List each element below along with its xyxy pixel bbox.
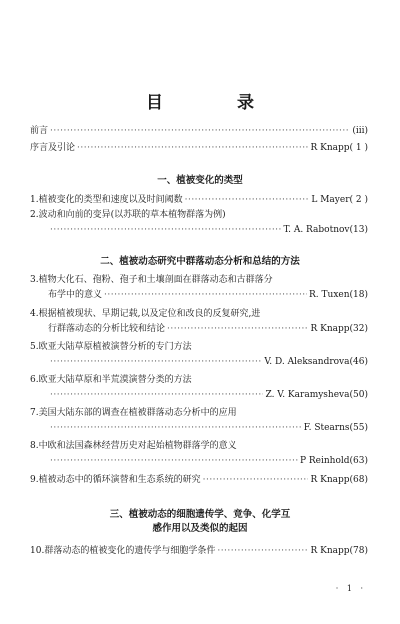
toc-entry[interactable] [30,405,368,419]
section-heading: 二、植被动态研究中群落动态分析和总结的方法 [100,256,300,267]
entry-page: (iii) [352,126,368,136]
entry-author: F. Stearns [303,423,350,433]
toc-entry-continued[interactable] [48,287,368,301]
leader-dots [50,357,262,368]
page-title: 目 录 [146,93,288,113]
leader-dots [217,546,308,557]
entry-title: 序言及引论 [30,143,76,153]
entry-title: 10.群落动态的植被变化的遗传学与细胞学条件 [30,546,216,556]
entry-page: (18) [349,290,368,300]
entry-title: 8.中欧和法国森林经营历史对起始植物群落学的意义 [30,441,237,451]
leader-dots [50,456,298,467]
section-heading: 三、植被动态的细胞遗传学、竞争、化学互 [109,509,291,520]
toc-entry[interactable] [30,306,368,320]
entry-title: 前言 [30,126,49,136]
entry-author: Z. V. Karamysheva [265,390,350,400]
toc-entry[interactable] [30,192,368,206]
entry-title: 4.根据植被现状、早期记载,以及定位和改良的反复研究,进 [30,309,261,319]
entry-page: (78) [349,546,368,556]
toc-entry[interactable] [30,472,368,486]
entry-title: 5.欧亚大陆草原植被演替分析的专门方法 [30,342,192,352]
leader-dots [77,143,308,154]
entry-author: R Knapp [310,143,350,153]
entry-page: (32) [349,324,368,334]
leader-dots [104,290,307,301]
entry-title: 3.植物大化石、孢粉、孢子和土壤剖面在群落动态和古群落分 [30,275,273,285]
entry-page: ( 2 ) [349,195,368,205]
leader-dots [203,475,309,486]
entry-author: V. D. Aleksandrova [264,357,350,367]
entry-page: (63) [349,456,368,466]
entry-title: 行群落动态的分析比较和结论 [48,324,166,334]
entry-author: T. A. Rabotnov [283,225,350,235]
leader-dots [50,126,350,137]
entry-title: 2.波动和向前的变异(以苏联的草本植物群落为例) [30,210,226,220]
toc-entry[interactable] [30,339,368,353]
toc-entry[interactable] [30,438,368,452]
leader-dots [167,324,308,335]
entry-author: R Knapp [310,546,350,556]
entry-author: R. Tuxen [309,290,350,300]
toc-entry-continued[interactable] [48,420,368,434]
toc-entry-continued[interactable] [48,354,368,368]
entry-page: (13) [349,225,368,235]
entry-page: (68) [349,475,368,485]
entry-page: (50) [349,390,368,400]
leader-dots [185,195,310,206]
section-heading: 一、植被变化的类型 [157,175,243,186]
entry-page: ( 1 ) [349,143,368,153]
entry-title: 布学中的意义 [48,290,103,300]
toc-entry[interactable] [30,372,368,386]
entry-title: 1.植被变化的类型和速度以及时间阈数 [30,195,183,205]
leader-dots [50,225,281,236]
entry-page: (55) [349,423,368,433]
leader-dots [50,423,302,434]
entry-author: L Mayer [311,195,350,205]
toc-entry[interactable] [30,543,368,557]
toc-entry[interactable] [30,207,368,221]
entry-author: P Reinhold [299,456,350,466]
entry-title: 7.美国大陆东部的调查在植被群落动态分析中的应用 [30,408,237,418]
toc-entry-continued[interactable] [48,222,368,236]
toc-entry-continued[interactable] [48,321,368,335]
toc-entry-continued[interactable] [48,453,368,467]
toc-entry[interactable] [30,140,368,154]
entry-author: R Knapp [310,324,350,334]
entry-page: (46) [349,357,368,367]
entry-title: 6.欧亚大陆草原和半荒漠演替分类的方法 [30,375,192,385]
toc-entry[interactable] [30,123,368,137]
section-heading-continued: 感作用以及类似的起因 [152,523,248,534]
page-number: · 1 · [335,584,366,593]
leader-dots [50,390,263,401]
entry-author: R Knapp [310,475,350,485]
entry-title: 9.植被动态中的循环演替和生态系统的研究 [30,475,201,485]
toc-entry[interactable] [30,272,368,286]
toc-entry-continued[interactable] [48,387,368,401]
